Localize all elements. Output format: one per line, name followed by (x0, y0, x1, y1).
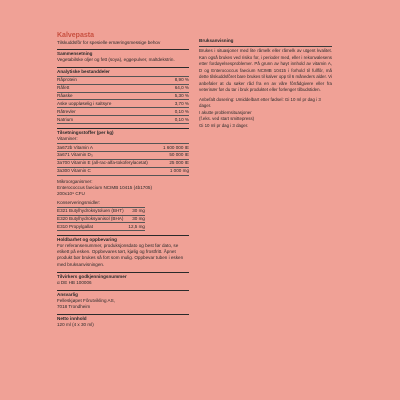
usage-text: Brukes i situasjoner med lite råmelk eller råmelk av utgent kvalitet. Kan også brukes ved risiko for, i perioder med, eller i rekonvalesens etter fordøyelsesproblemer. På grunn av høyt innhold av vitamin A, D og Enterococcus faecium NCIMB 10415 i forhold til fullfôr, må dette tilskuddsfôret bare brukes til kalver opp til 6 måneders alder. Vi anbefaler at du søker råd fra en av våre fôrrådgivere eller fra veterinær før du tar i bruk produktet eller forlenger tilbudstiden. (199, 48, 332, 93)
table-row (57, 92, 189, 100)
row-label: E310 Propylgallat (57, 223, 94, 229)
row-value: 12,5 mg (128, 223, 145, 229)
left-column (57, 32, 189, 332)
analysis-heading: Analytiske bestanddeler (57, 68, 110, 74)
dosage-line4: Gi 10 ml pr dag i 3 dager. (199, 122, 249, 128)
approval-number: α DE HB 100006 (57, 279, 92, 285)
table-row (57, 84, 189, 92)
approval-section (57, 272, 189, 286)
row-value: 5,30 % (174, 93, 189, 99)
product-title: Kalvepasta (57, 32, 94, 39)
row-value: 0,10 % (174, 108, 189, 114)
divider (57, 272, 189, 273)
responsible-line2: 7018 Trondheim (57, 303, 91, 309)
micro-label: Mikroorganismer: (57, 178, 93, 184)
table-row (57, 77, 189, 84)
vitamins-table (57, 143, 189, 175)
dosage-line1: Anbefalt dosering: Umiddelbart etter fødsel: Gi 10 ml pr dag i 3 dager. (199, 96, 321, 109)
responsible-section (57, 290, 189, 310)
divider (57, 49, 189, 50)
row-label: 3a672b Vitamin A (57, 144, 93, 150)
row-value: 1 000 mg (169, 168, 189, 174)
shelf-life-section (57, 235, 189, 267)
table-row (57, 107, 189, 115)
responsible-heading: Ansvarlig (57, 291, 78, 297)
row-label: E320 Butylhydroksyanisol (BHA) (57, 215, 124, 221)
row-label: 3a300 Vitamin C (57, 168, 91, 174)
shelf-life-heading: Holdbarhet og oppbevaring (57, 237, 117, 243)
vitamins-label: Vitaminer: (57, 136, 78, 142)
row-value: 0,10 % (174, 116, 189, 122)
divider (199, 46, 332, 47)
product-subtitle: Tilskuddsfôr for spesielle ernæringsmessige behov (57, 39, 161, 45)
preservatives-label: Konserveringsmidler: (57, 199, 101, 205)
row-label: Råfett (57, 85, 70, 91)
row-label: Råprotein (57, 77, 77, 83)
micro-line1: Enterococcus faecium NCIMB 10415 (4b1705) (57, 184, 152, 190)
divider (57, 314, 189, 315)
table-row (57, 208, 145, 215)
divider (57, 67, 189, 68)
dosage-line2: I akutte problemsituasjoner (199, 109, 252, 115)
shelf-life-text: For referansenummer, produksjonsdato og best før dato, se etikett på esken. Oppbevares tørt, kjølig og frostfritt. Åpnet produkt bør brukes så fort som mulig. Oppbevar tuben i esken med bruksanvisningen. (57, 243, 184, 267)
row-value: 50 000 IE (169, 152, 189, 158)
row-label: Råaske (57, 93, 73, 99)
table-row (57, 159, 189, 167)
table-row (57, 167, 189, 175)
row-label: 3a700 Vitamin E (all-rac-alfa-tokoferylacetat) (57, 160, 148, 166)
dosage-line3: (f.eks. ved start smittepress) (199, 116, 255, 122)
divider (57, 235, 189, 236)
micro-line2: 200x10⁹ CFU (57, 190, 85, 196)
usage-heading: Bruksanvisning (199, 38, 234, 43)
row-value: 30 mg (132, 208, 145, 214)
table-row (57, 151, 189, 159)
net-section (57, 314, 189, 328)
table-row (57, 99, 189, 107)
right-column (199, 38, 332, 129)
net-content: 120 ml (4 x 30 ml) (57, 321, 94, 327)
composition-heading: Sammensetning (57, 50, 93, 56)
row-value: 64,0 % (174, 85, 189, 91)
preservatives-table (57, 207, 145, 232)
responsible-line1: Felleskjøpet Fôrutvikling AS, (57, 297, 115, 303)
table-row (57, 222, 145, 230)
row-label: 3a671 Vitamin D₃ (57, 152, 93, 158)
approval-heading: Tilvirkers godkjenningsnummer (57, 273, 127, 279)
additives-section (57, 128, 189, 231)
analysis-table (57, 76, 189, 124)
divider (57, 290, 189, 291)
composition-section (57, 49, 189, 63)
row-label: Aske uoppløselig i saltsyre (57, 100, 112, 106)
row-label: E321 Butylhydroksytoluen (BHT) (57, 208, 124, 214)
analysis-section (57, 67, 189, 124)
composition-text: Vegetabilske oljer og fett (soya), eggepulver, maltdekstrin. (57, 56, 175, 62)
table-row (57, 215, 145, 223)
additives-heading: Tilsetningsstoffer (per kg) (57, 130, 114, 135)
net-heading: Netto innhold (57, 315, 87, 321)
table-row (57, 115, 189, 123)
row-label: Råtrevler (57, 108, 76, 114)
row-value: 30 mg (132, 215, 145, 221)
row-value: 1 600 000 IE (162, 144, 189, 150)
divider (57, 128, 189, 129)
row-value: 3,70 % (174, 100, 189, 106)
row-value: 25 000 IE (169, 160, 189, 166)
table-row (57, 144, 189, 151)
row-label: Natrium (57, 116, 74, 122)
row-value: 8,90 % (174, 77, 189, 83)
